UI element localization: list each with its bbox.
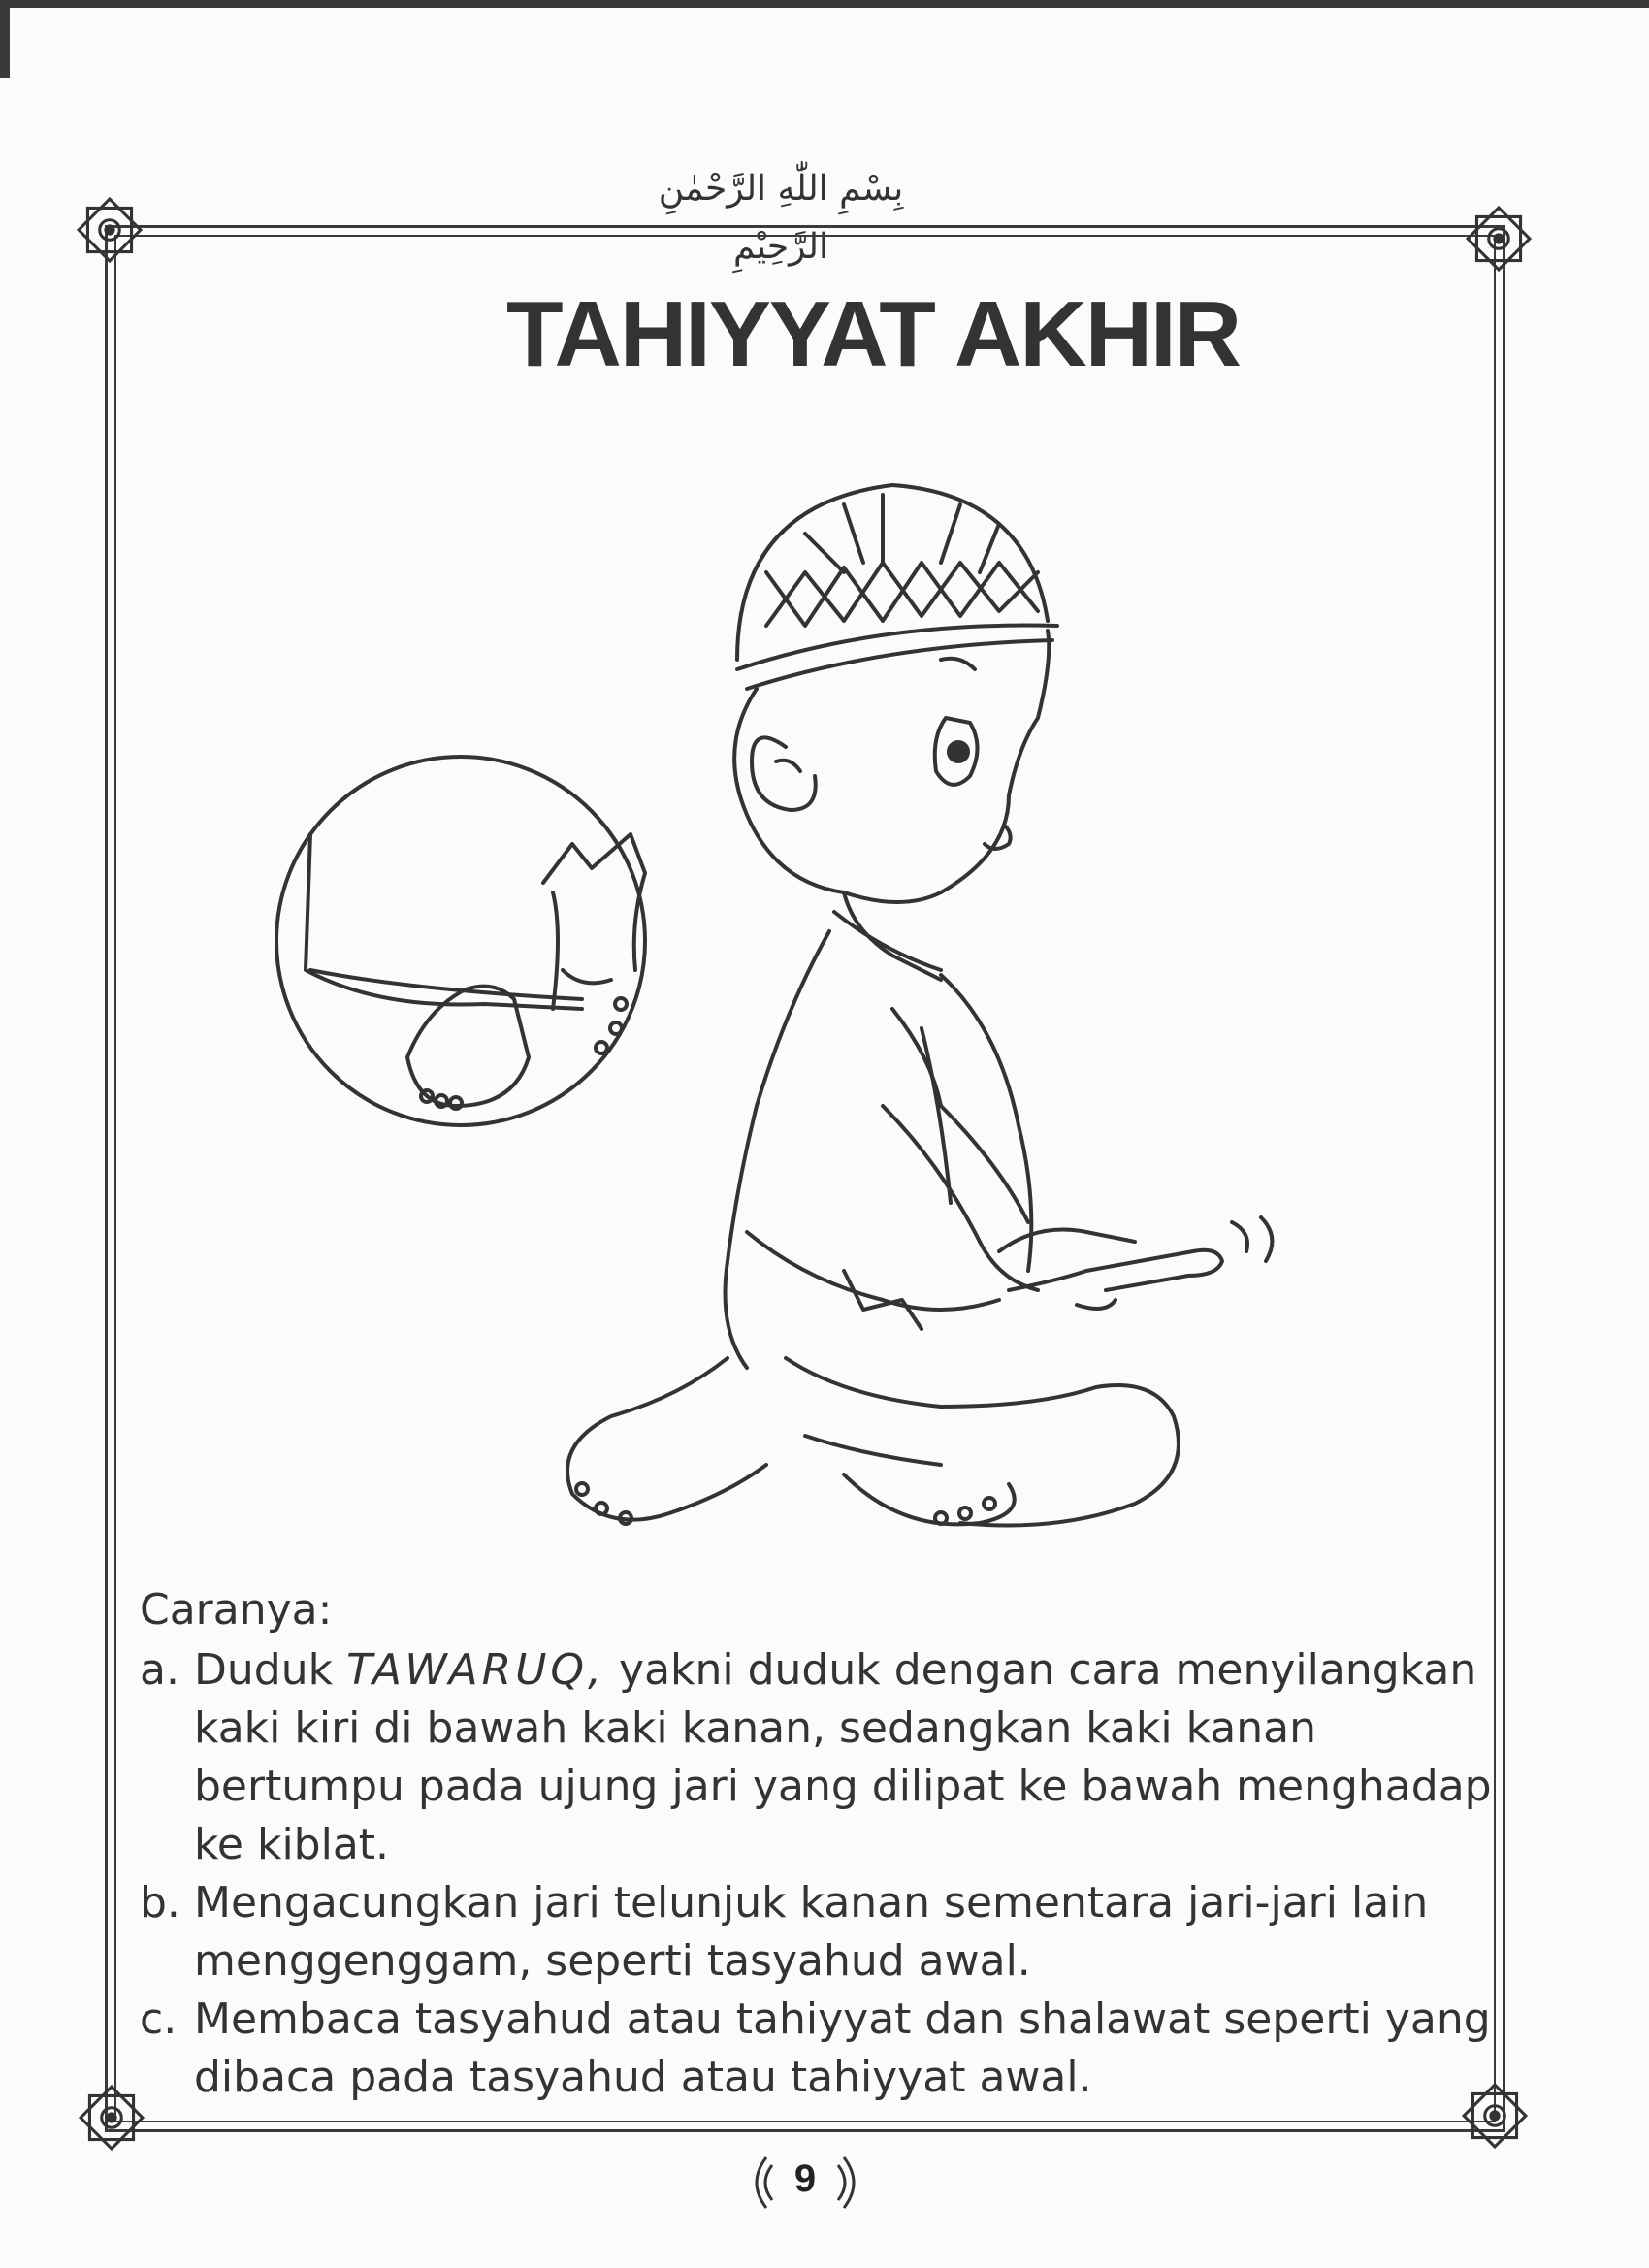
legs-outline: [567, 1358, 766, 1520]
corner-ornament-icon: [1459, 199, 1538, 278]
page-number: 9: [793, 2157, 817, 2200]
sitting-prayer-illustration: [262, 427, 1348, 1552]
ear-outline: [752, 737, 816, 810]
instructions-heading: Caranya:: [140, 1585, 333, 1635]
step-text: Membaca tasyahud atau tahiyyat dan shalawat seperti yang dibaca pada tasyahud atau tahiyyat awal.: [194, 1994, 1491, 2102]
robe-outline: [726, 931, 830, 1368]
corner-ornament-icon: [70, 190, 149, 270]
page-number-block: [737, 2152, 873, 2214]
step-c: [136, 1991, 1494, 2107]
foot-detail-inset: [276, 757, 645, 1125]
bismillah-calligraphy: بِسْمِ اللّٰهِ الرَّحْمٰنِ الرَّحِيْمِ: [658, 169, 904, 267]
scan-edge-top: [0, 0, 1649, 8]
head-outline: [734, 631, 1049, 902]
scan-edge-left: [0, 0, 10, 78]
step-letter: c.: [140, 1994, 178, 2044]
step-text: Duduk: [194, 1645, 347, 1695]
cap-outline: [737, 485, 1057, 689]
step-b: [136, 1874, 1494, 1991]
step-letter: a.: [140, 1645, 179, 1695]
step-letter: b.: [140, 1878, 180, 1928]
page-title: TAHIYYAT AKHIR: [505, 282, 1241, 386]
instructions-steps: [136, 1641, 1494, 2107]
instructions-block: [136, 1581, 1494, 2107]
step-text: yakni duduk dengan cara menyilangkan kaki kiri di bawah kaki kanan, sedangkan kaki kanan bertumpu pada ujung jari yang dilipat ke bawah menghadap ke kiblat.: [194, 1645, 1492, 1869]
step-a: [136, 1641, 1494, 1874]
step-term: TAWARUQ,: [346, 1645, 606, 1695]
step-text: Mengacungkan jari telunjuk kanan sementara jari-jari lain menggenggam, seperti tasyahud awal.: [194, 1878, 1429, 1986]
